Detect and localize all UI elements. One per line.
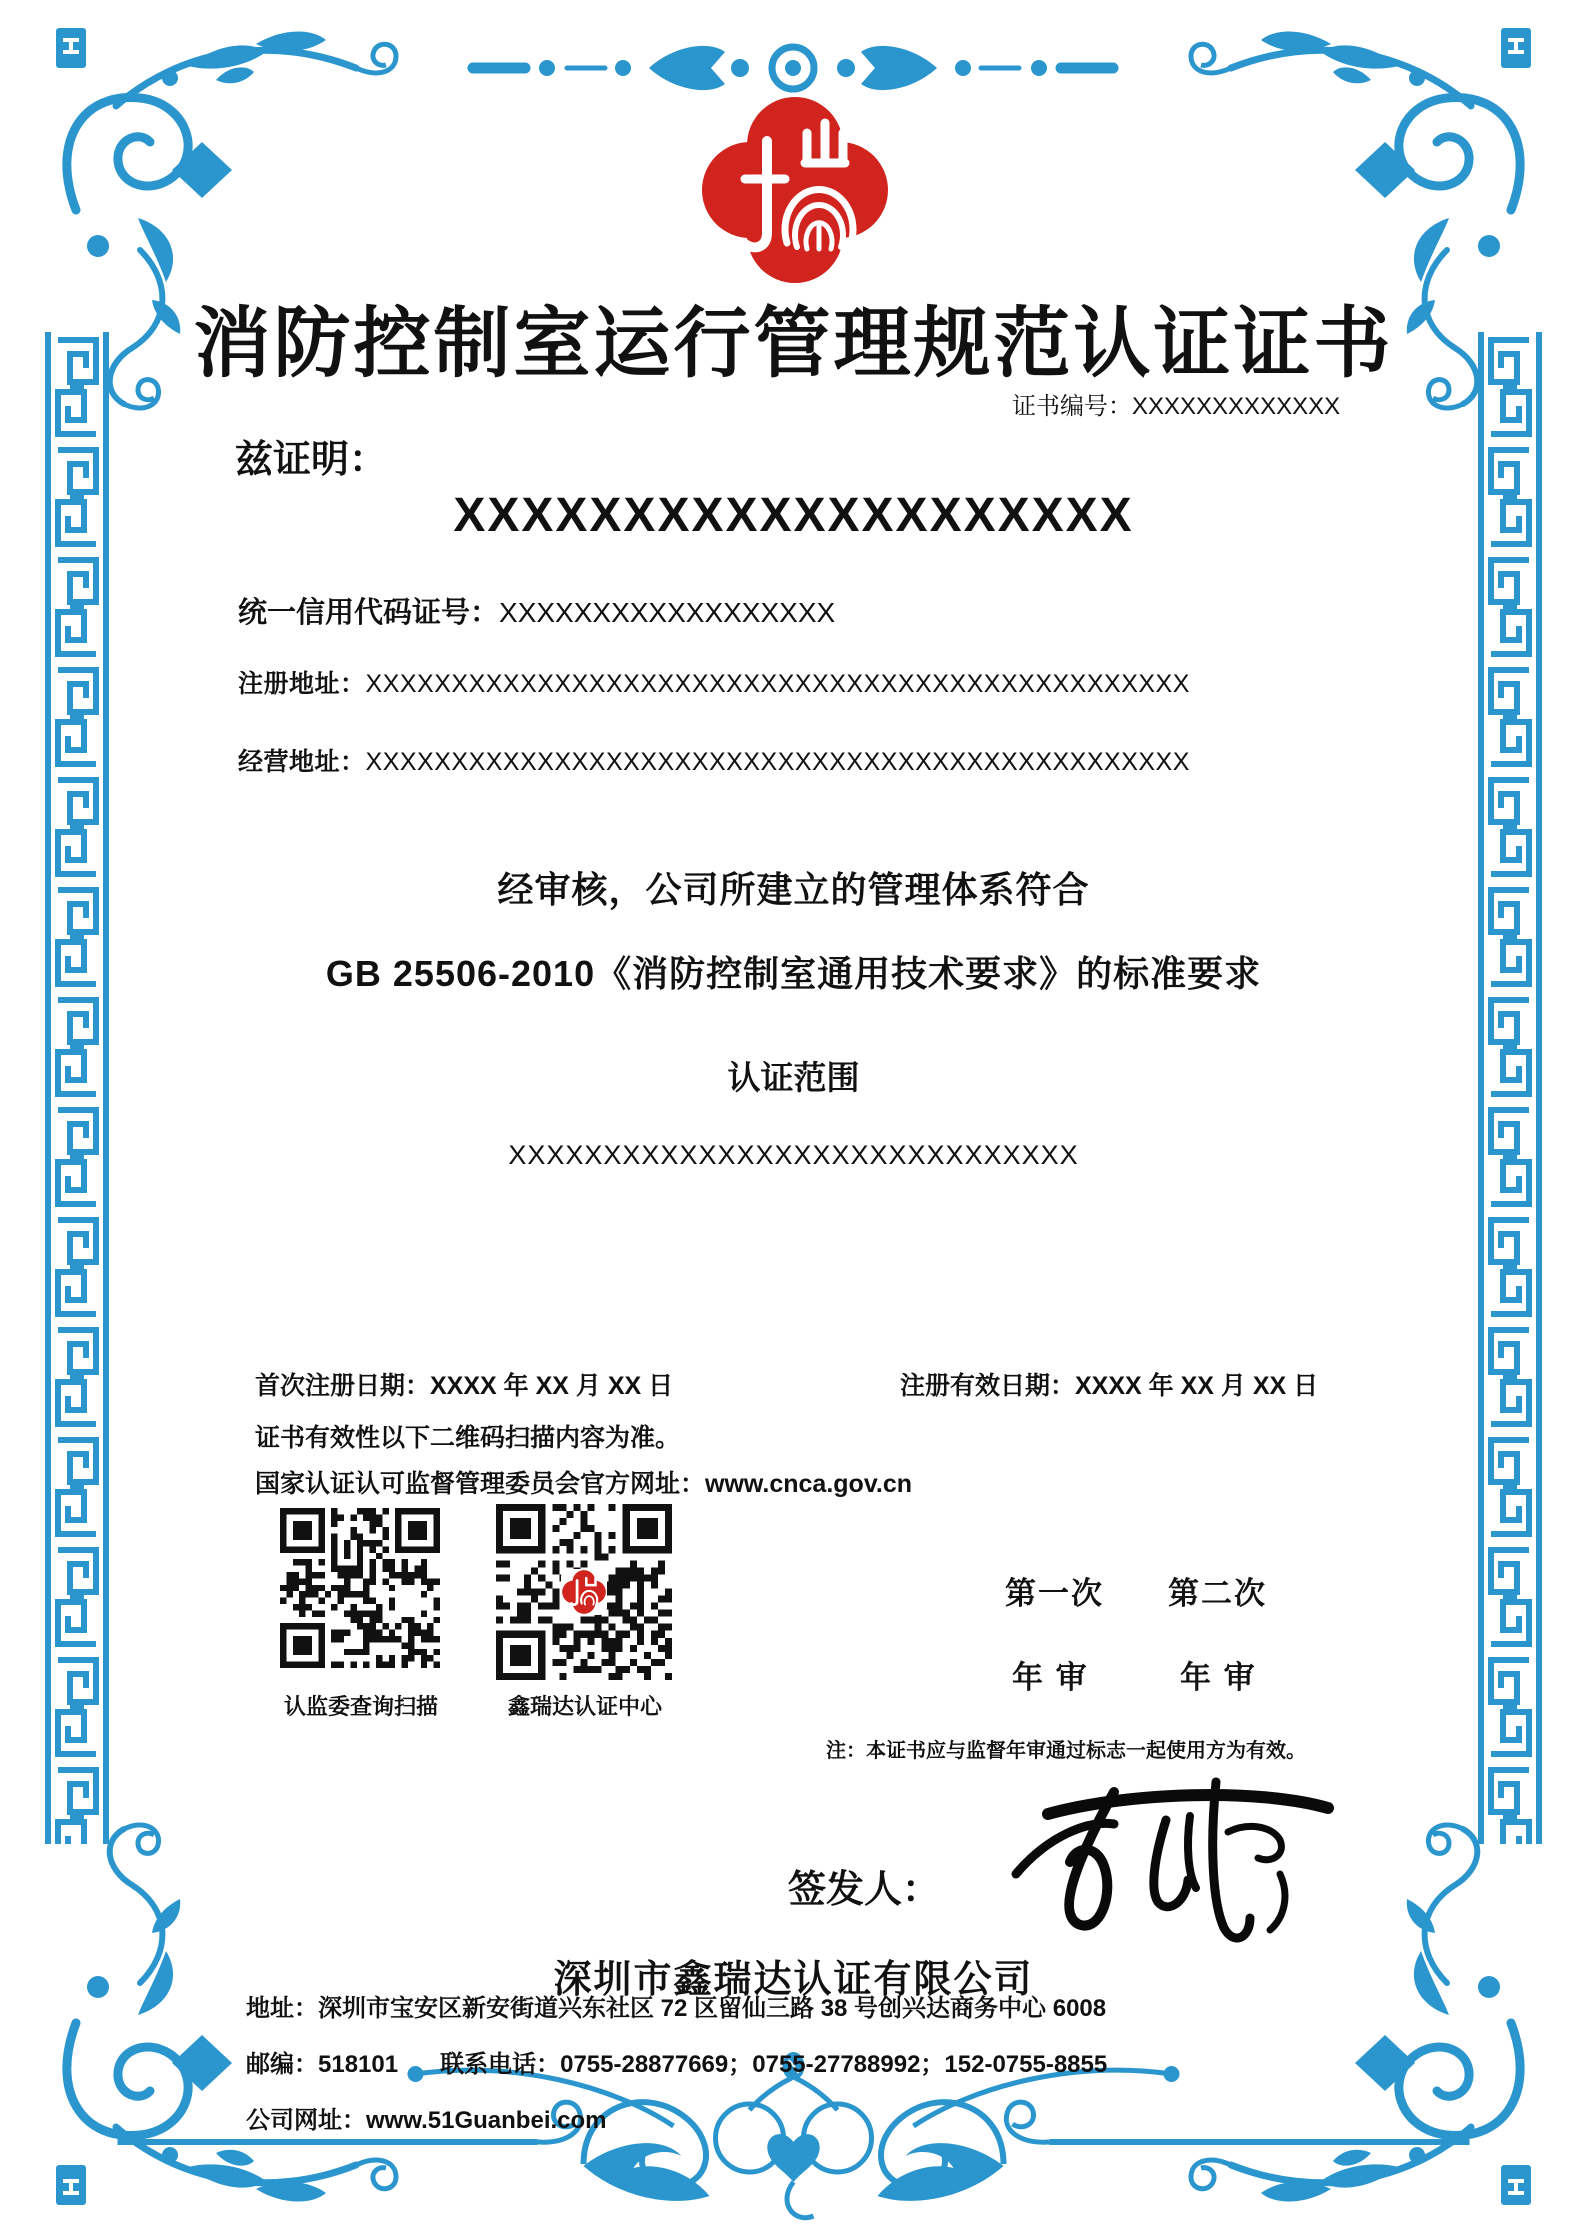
business-address-label: 经营地址：	[238, 748, 366, 776]
registered-address-line	[238, 664, 1190, 700]
qr-center-seal-icon	[561, 1569, 607, 1615]
certification-seal-icon	[695, 95, 895, 285]
credit-code-line	[238, 590, 835, 631]
issuer-company-name: 深圳市鑫瑞达认证有限公司	[553, 1959, 1034, 2001]
footer-postal: 邮编：518101	[246, 2051, 399, 2078]
cnca-website-line: 国家认证认可监督管理委员会官方网址：www.cnca.gov.cn	[255, 1470, 912, 1498]
qr-caption-xinruida: 鑫瑞达认证中心	[507, 1694, 662, 1719]
certification-scope-title: 认证范围	[727, 1059, 860, 1096]
certified-company-name: XXXXXXXXXXXXXXXXXXXX	[453, 489, 1134, 542]
certificate-number-label: 证书编号：	[1012, 393, 1132, 420]
audit-statement-line2: GB 25506-2010《消防控制室通用技术要求》的标准要求	[325, 953, 1262, 994]
certificate-number	[1012, 386, 1340, 421]
certificate-number-value: XXXXXXXXXXXXX	[1132, 393, 1341, 420]
footer-address: 地址：深圳市宝安区新安街道兴东社区 72 区留仙三路 38 号创兴达商务中心 6008	[246, 1995, 1107, 2022]
footer-website: 公司网址：www.51Guanbei.com	[246, 2107, 607, 2134]
business-address-line	[238, 742, 1190, 778]
registration-valid-date: 注册有效日期：XXXX 年 XX 月 XX 日	[900, 1372, 1319, 1400]
footer-phone: 联系电话：0755-28877669；0755-27788992；152-0755-8855	[440, 2051, 1108, 2078]
certify-lead: 兹证明：	[235, 439, 388, 481]
annual-audit-label-2: 年 审	[1180, 1660, 1257, 1695]
registered-address-value: XXXXXXXXXXXXXXXXXXXXXXXXXXXXXXXXXXXXXXXXXXXXXXXX	[365, 670, 1190, 698]
certificate-title: 消防控制室运行管理规范认证证书	[193, 299, 1394, 389]
annual-audit-label-1: 年 审	[1012, 1660, 1089, 1695]
annual-review-first: 第一次	[1005, 1576, 1104, 1611]
qr-code-cnca	[280, 1508, 440, 1668]
credit-code-label: 统一信用代码证号：	[238, 597, 500, 629]
footer-postal-phone	[246, 2044, 1107, 2079]
credit-code-value: XXXXXXXXXXXXXXXXXX	[499, 597, 836, 628]
registered-address-label: 注册地址：	[238, 670, 366, 698]
top-divider-ornament	[463, 28, 1123, 104]
annual-review-second: 第二次	[1168, 1576, 1267, 1611]
qr-code-xinruida	[496, 1504, 672, 1680]
business-address-value: XXXXXXXXXXXXXXXXXXXXXXXXXXXXXXXXXXXXXXXXXXXXXXXX	[365, 748, 1190, 776]
qr-caption-cnca: 认监委查询扫描	[283, 1694, 438, 1719]
validity-note: 证书有效性以下二维码扫描内容为准。	[255, 1424, 681, 1452]
signer-label: 签发人：	[788, 1869, 941, 1911]
first-registration-date: 首次注册日期：XXXX 年 XX 月 XX 日	[255, 1372, 674, 1400]
signature-image	[928, 1762, 1358, 1952]
certification-scope-value: XXXXXXXXXXXXXXXXXXXXXXXXXXXXXX	[508, 1140, 1079, 1170]
audit-statement-line1: 经审核，公司所建立的管理体系符合	[497, 869, 1090, 910]
annual-review-note: 注：本证书应与监督年审通过标志一起使用方为有效。	[826, 1740, 1306, 1762]
